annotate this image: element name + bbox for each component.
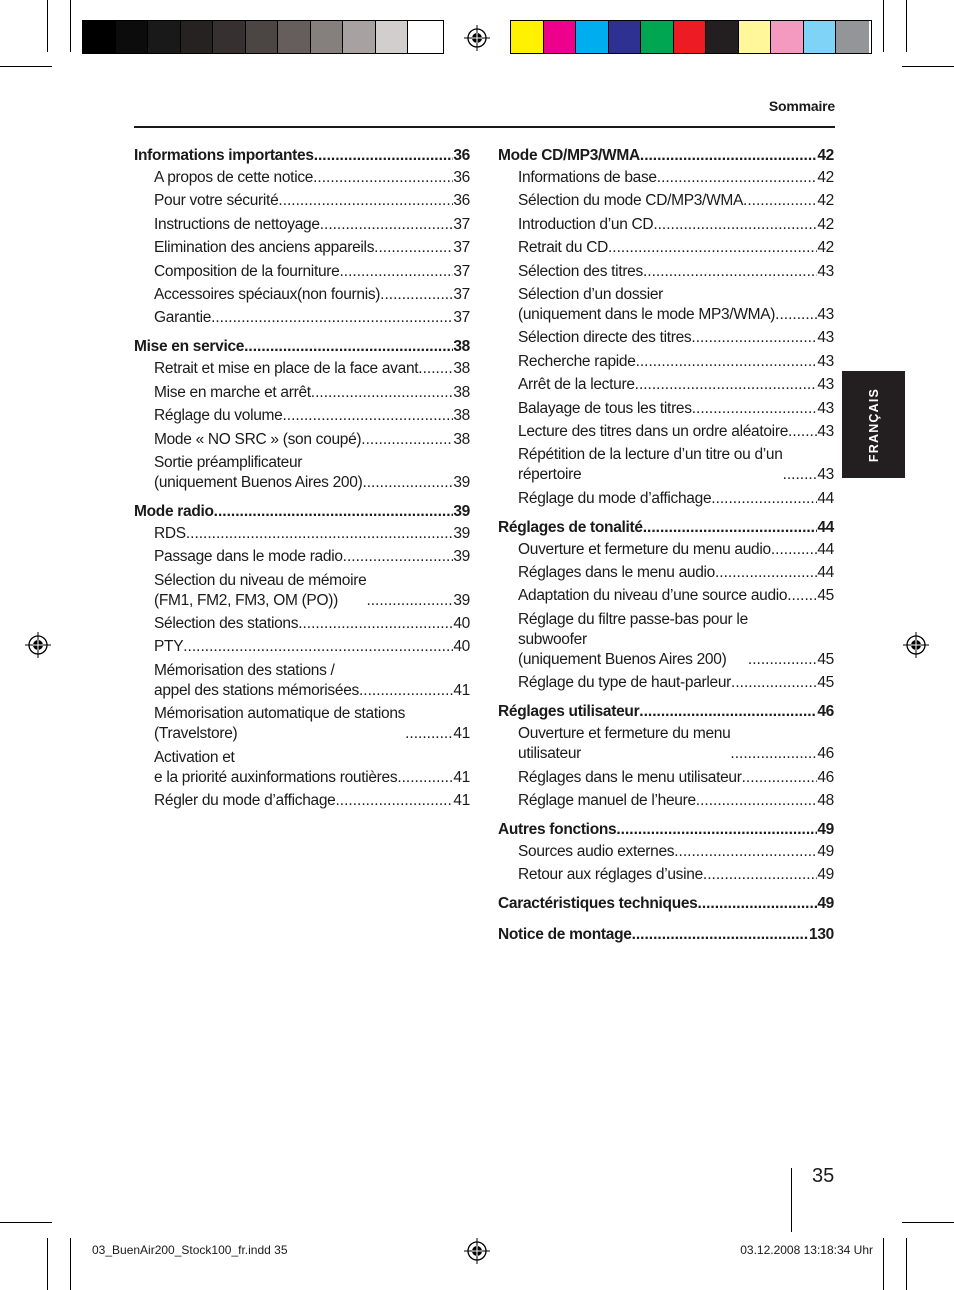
toc-section [134,335,470,493]
leader-dots [636,352,818,372]
crop-mark [70,0,71,52]
leader-dots [632,923,809,947]
leader-dots [314,144,454,168]
toc-section-title: Mise en service [134,338,245,356]
color-swatch [836,21,869,53]
toc-page-number: 39 [453,591,470,609]
toc-section [498,923,834,947]
color-swatch [246,21,279,53]
leader-dots [653,215,817,235]
leader-dots [380,285,453,305]
color-swatch [376,21,409,53]
toc-entry-title: Balayage de tous les titres [518,399,692,417]
toc-page-number: 38 [453,338,470,356]
toc-entry[interactable] [134,453,470,493]
toc-entry-title: RDS [154,524,186,542]
leader-dots [298,614,453,634]
leader-dots [336,791,454,811]
toc-entry-title [154,661,359,701]
leader-dots [696,791,818,811]
toc-entry[interactable] [134,704,470,744]
toc-entry-title: Sélection directe des titres [518,329,692,347]
toc-entry[interactable] [498,489,834,509]
toc-entry-title [154,748,397,788]
leader-dots [643,516,818,540]
leader-dots [692,399,818,419]
crop-mark [0,66,52,67]
toc-entry-line: Réglage du filtre passe-bas pour le [518,610,748,628]
leader-dots [643,262,817,282]
toc-entry[interactable] [134,637,470,657]
toc-entry-title: Régler du mode d’affichage [154,792,336,810]
toc-entry-title: Sélection des titres [518,262,643,280]
toc-entry-title [154,453,362,493]
leader-dots [361,430,453,450]
toc-page-number: 42 [817,169,834,186]
color-swatch [181,21,214,53]
leader-dots [783,465,818,485]
toc-section-heading[interactable] [498,892,834,916]
leader-dots [311,383,454,403]
crop-mark [883,0,884,52]
toc-section-title: Autres fonctions [498,821,617,839]
toc-entry[interactable] [134,524,470,544]
toc-entry[interactable] [498,422,834,442]
toc-entry[interactable] [134,383,470,403]
toc-entry[interactable] [498,865,834,885]
toc-entry[interactable] [498,768,834,788]
leader-dots [715,563,817,583]
toc-entry[interactable] [134,238,470,258]
toc-entry-title: Retour aux réglages d’usine [518,866,703,884]
color-swatch [771,21,804,53]
toc-entry-title: Réglages dans le menu utilisateur [518,768,742,786]
toc-entry[interactable] [134,748,470,788]
grayscale-calibration-bar [82,20,444,54]
toc-entry-title: Sources audio externes [518,843,675,861]
toc-entry-line: Mémorisation des stations / [154,661,335,679]
leader-dots [743,191,817,211]
toc-entry-title: Réglages dans le menu audio [518,564,715,582]
toc-entry[interactable] [498,842,834,862]
color-swatch [343,21,376,53]
leader-dots [788,422,817,442]
toc-section-heading[interactable] [134,500,470,524]
color-swatch [804,21,837,53]
toc-entry-title: PTY [154,638,184,656]
toc-page-number: 40 [453,615,470,633]
leader-dots [359,681,453,701]
toc-entry[interactable] [134,614,470,634]
toc-entry[interactable] [134,308,470,328]
toc-entry-line: (Travelstore) [154,725,238,743]
toc-section-title: Mode CD/MP3/WMA [498,147,640,164]
toc-section-title: Mode radio [134,502,214,520]
toc-entry-line: Sortie préamplificateur [154,453,303,471]
footer-timestamp: 03.12.2008 13:18:34 Uhr [740,1243,873,1257]
toc-section [134,500,470,811]
leader-dots [366,591,453,611]
toc-entry[interactable] [498,168,834,188]
toc-page-number: 42 [817,192,834,210]
toc-entry-line: (uniquement Buenos Aires 200) [518,650,727,668]
toc-section-title: Réglages utilisateur [498,703,640,721]
toc-column-left [134,144,470,818]
toc-entry-title: Réglage manuel de l’heure [518,792,696,810]
toc-entry-title [518,285,775,325]
toc-entry[interactable] [134,571,470,611]
page-number-divider [791,1168,792,1232]
crop-mark [906,1238,907,1290]
leader-dots [691,328,817,348]
toc-page-number: 44 [817,564,834,582]
registration-mark-icon [903,632,929,658]
leader-dots [616,818,817,842]
toc-page-number: 44 [817,540,834,558]
toc-page-number: 36 [453,192,470,210]
toc-section-title: Notice de montage [498,926,632,944]
leader-dots [183,637,453,657]
toc-page-number: 37 [453,309,470,327]
crop-mark [47,0,48,52]
toc-section-heading[interactable] [498,516,834,540]
leader-dots [775,305,817,325]
toc-entry-line: (uniquement dans le mode MP3/WMA) [518,305,776,323]
leader-dots [362,473,453,493]
toc-entry[interactable] [498,215,834,235]
crop-mark [906,0,907,52]
color-swatch [739,21,772,53]
toc-page-number: 37 [453,285,470,303]
toc-page-number: 39 [453,502,470,520]
toc-page-number: 46 [817,768,834,786]
leader-dots [397,768,453,788]
toc-page-number: 39 [453,548,470,566]
registration-mark-icon [464,1238,490,1264]
toc-entry[interactable] [498,673,834,693]
toc-entry-title: Adaptation du niveau d’une source audio [518,587,788,605]
toc-entry[interactable] [498,791,834,811]
color-swatch [148,21,181,53]
toc-entry-line: Ouverture et fermeture du menu [518,725,731,743]
toc-entry-title: A propos de cette notice [154,169,314,186]
color-swatch [544,21,577,53]
toc-entry[interactable] [498,586,834,606]
leader-dots [711,489,817,509]
toc-page-number: 45 [817,650,834,668]
toc-page-number: 41 [453,792,470,810]
leader-dots [674,842,817,862]
color-swatch [311,21,344,53]
toc-entry-title: Pour votre sécurité [154,192,279,210]
leader-dots [703,865,817,885]
toc-section-heading[interactable] [498,923,834,947]
toc-entry[interactable] [134,430,470,450]
toc-entry[interactable] [134,791,470,811]
leader-dots [313,168,453,188]
toc-entry[interactable] [498,724,834,764]
toc-page-number: 45 [817,587,834,605]
toc-section [498,144,834,509]
color-swatch [213,21,246,53]
toc-entry-line: Sélection du niveau de mémoire [154,571,367,589]
leader-dots [278,191,453,211]
toc-entry[interactable] [498,445,834,485]
toc-entry-title: Accessoires spéciaux(non fournis) [154,285,381,303]
toc-entry-title: Arrêt de la lecture [518,376,635,394]
toc-section-heading[interactable] [498,818,834,842]
toc-entry-title: Sélection du mode CD/MP3/WMA [518,192,744,210]
toc-page-number: 42 [817,239,834,257]
toc-page-number: 46 [817,745,834,763]
toc-section [498,516,834,694]
toc-entry[interactable] [498,610,834,670]
crop-mark [902,1222,954,1223]
leader-dots [282,406,453,426]
toc-entry-line: Activation et [154,748,235,766]
registration-mark-icon [25,632,51,658]
leader-dots [343,547,454,567]
leader-dots [787,586,817,606]
toc-page-number: 41 [453,768,470,786]
toc-page-number: 37 [453,239,470,257]
toc-column-right [498,144,834,954]
toc-entry-title: Ouverture et fermeture du menu audio [518,540,771,558]
toc-entry-line: Mémorisation automatique de stations [154,705,406,723]
toc-entry-title: Composition de la fourniture [154,262,340,280]
leader-dots [244,335,453,359]
toc-entry-title: Lecture des titres dans un ordre aléatoire [518,422,789,440]
leader-dots [608,238,817,258]
toc-page-number: 43 [817,376,834,394]
toc-entry-title [154,704,405,744]
color-swatch [609,21,642,53]
toc-page-number: 43 [817,329,834,347]
leader-dots [698,892,818,916]
toc-entry-line: subwoofer [518,630,587,648]
toc-entry-title: Garantie [154,309,212,327]
leader-dots [731,673,817,693]
toc-entry-title: Instructions de nettoyage [154,215,320,233]
leader-dots [374,238,453,258]
toc-page-number: 43 [817,399,834,417]
toc-page-number: 45 [817,674,834,692]
toc-entry[interactable] [498,399,834,419]
color-swatch [116,21,149,53]
header-divider [134,126,835,128]
toc-entry-line: (uniquement Buenos Aires 200) [154,473,363,491]
toc-page-number: 41 [453,681,470,699]
toc-page-number: 42 [817,147,834,164]
toc-entry-title [518,610,748,670]
toc-page-number: 38 [453,383,470,401]
toc-entry-title: Mode « NO SRC » (son coupé) [154,430,362,448]
toc-entry[interactable] [498,285,834,325]
toc-entry[interactable] [134,661,470,701]
toc-entry[interactable] [498,375,834,395]
toc-entry[interactable] [134,191,470,211]
leader-dots [635,375,818,395]
toc-page-number: 44 [817,518,834,536]
toc-entry[interactable] [498,328,834,348]
toc-section-heading[interactable] [498,144,834,168]
toc-page-number: 38 [453,407,470,425]
toc-entry-title: Mise en marche et arrêt [154,383,311,401]
toc-page-number: 42 [817,215,834,233]
toc-section-title: Caractéristiques techniques [498,895,698,913]
color-swatch [511,21,544,53]
toc-entry-line: utilisateur [518,745,582,763]
toc-page-number: 43 [817,262,834,280]
crop-mark [883,1238,884,1290]
toc-entry-title: Introduction d’un CD [518,215,654,233]
color-swatch [278,21,311,53]
toc-entry-title: Retrait et mise en place de la face avant [154,360,419,378]
toc-page-number: 41 [453,725,470,743]
toc-entry[interactable] [498,238,834,258]
toc-page-number: 43 [817,466,834,484]
leader-dots [742,768,818,788]
toc-page-number: 37 [453,215,470,233]
toc-section [498,700,834,811]
toc-entry-line: Sélection d’un dossier [518,285,664,303]
toc-page-number: 36 [453,169,470,186]
toc-page-number: 130 [809,926,834,944]
leader-dots [771,540,817,560]
toc-page-number: 46 [817,703,834,721]
toc-entry-line: Répétition de la lecture d’un titre ou d’un [518,446,783,464]
leader-dots [748,650,817,670]
toc-page-number: 49 [817,843,834,861]
toc-entry[interactable] [498,352,834,372]
toc-entry[interactable] [498,262,834,282]
color-swatch [408,21,441,53]
toc-entry[interactable] [498,191,834,211]
toc-entry[interactable] [134,262,470,282]
toc-entry-title: Recherche rapide [518,352,636,370]
toc-page-number: 49 [817,866,834,884]
leader-dots [639,700,817,724]
crop-mark [902,66,954,67]
leader-dots [214,500,454,524]
color-calibration-bar [510,20,872,54]
toc-page-number: 49 [817,821,834,839]
toc-entry-title: Réglage du mode d’affichage [518,489,712,507]
toc-entry-title: Informations de base [518,169,657,186]
leader-dots [418,359,453,379]
toc-entry-line: répertoire [518,466,582,484]
toc-section-heading[interactable] [134,144,470,168]
crop-mark [70,1238,71,1290]
toc-page-number: 39 [453,473,470,491]
toc-entry[interactable] [134,406,470,426]
color-swatch [83,21,116,53]
toc-entry-title [518,724,730,764]
color-swatch [576,21,609,53]
leader-dots [405,724,453,744]
toc-entry-title [154,571,366,611]
page-header-title: Sommaire [768,98,835,114]
toc-entry-title: Sélection des stations [154,615,299,633]
toc-page-number: 49 [817,895,834,913]
toc-entry-line: (FM1, FM2, FM3, OM (PO)) [154,591,338,609]
toc-section-title: Réglages de tonalité [498,518,643,536]
toc-entry[interactable] [134,168,470,188]
toc-entry[interactable] [134,547,470,567]
toc-section [498,818,834,885]
toc-page-number: 38 [453,430,470,448]
toc-page-number: 37 [453,262,470,280]
leader-dots [186,524,454,544]
toc-page-number: 36 [453,147,470,164]
toc-page-number: 43 [817,352,834,370]
toc-entry-title: Réglage du type de haut-parleur [518,674,732,692]
color-swatch [706,21,739,53]
toc-page-number: 39 [453,524,470,542]
toc-entry[interactable] [498,563,834,583]
leader-dots [640,144,817,168]
toc-page-number: 38 [453,360,470,378]
leader-dots [657,168,818,188]
crop-mark [47,1238,48,1290]
toc-entry[interactable] [134,359,470,379]
toc-section [498,892,834,916]
toc-page-number: 48 [817,792,834,810]
toc-section-heading[interactable] [134,335,470,359]
toc-section [134,144,470,328]
toc-entry[interactable] [498,540,834,560]
leader-dots [339,262,453,282]
language-tab [842,371,905,478]
leader-dots [730,744,817,764]
toc-entry-title [518,445,783,485]
toc-page-number: 43 [817,305,834,323]
toc-entry-title: Réglage du volume [154,407,283,425]
toc-entry[interactable] [134,285,470,305]
color-swatch [674,21,707,53]
page-number: 35 [812,1165,835,1187]
toc-page-number: 44 [817,489,834,507]
toc-section-title: Informations importantes [134,147,314,164]
leader-dots [320,215,454,235]
crop-mark [0,1222,52,1223]
color-swatch [641,21,674,53]
toc-entry-title: Elimination des anciens appareils [154,239,375,257]
toc-entry-title: Passage dans le mode radio [154,548,343,566]
footer-file-name: 03_BuenAir200_Stock100_fr.indd 35 [92,1243,288,1257]
toc-page-number: 43 [817,422,834,440]
toc-entry-line: appel des stations mémorisées [154,681,359,699]
leader-dots [211,308,453,328]
toc-entry-line: e la priorité auxinformations routières [154,768,398,786]
toc-entry[interactable] [134,215,470,235]
registration-mark-icon [464,25,490,51]
toc-entry-title: Retrait du CD [518,239,608,257]
toc-section-heading[interactable] [498,700,834,724]
toc-page-number: 40 [453,638,470,656]
language-tab-label: FRANÇAIS [866,387,881,462]
